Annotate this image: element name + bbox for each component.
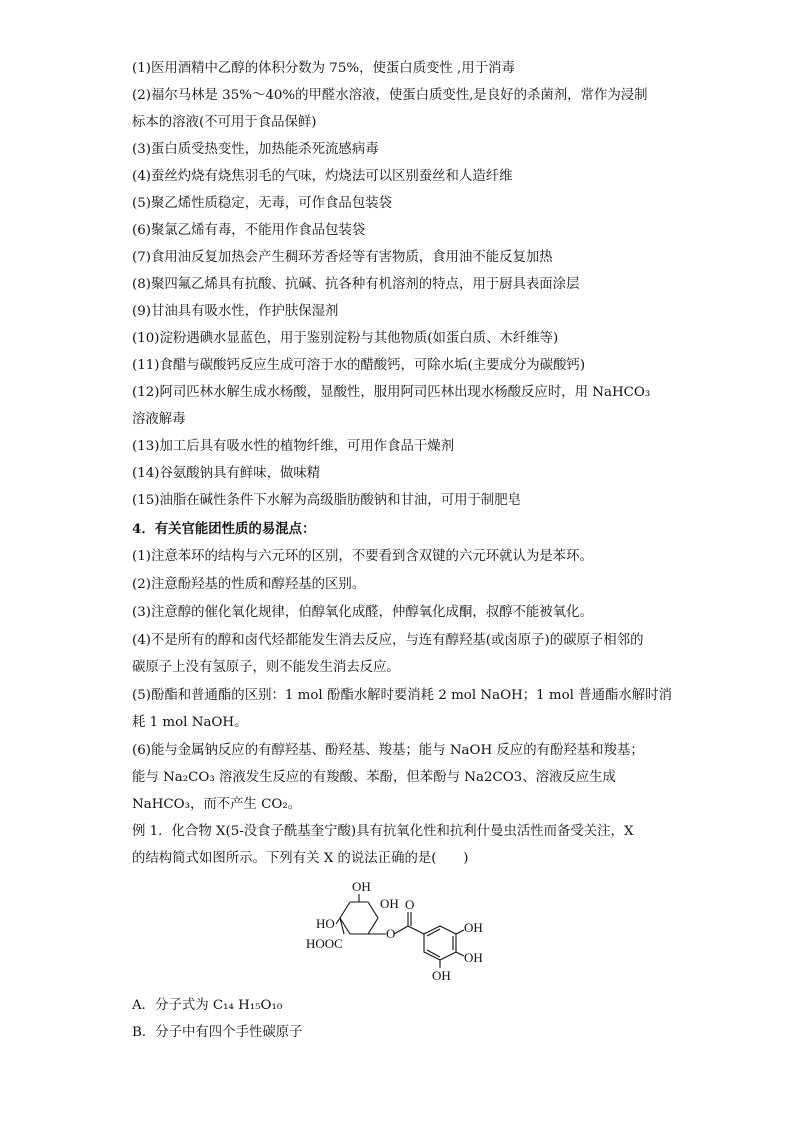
structural-formula-diagram	[300, 876, 500, 988]
text-line: 能与 Na₂CO₃ 溶液发生反应的有羧酸、苯酚，但苯酚与 Na2CO3、溶液反应生成	[132, 770, 616, 785]
phenol-oh-label-3: OH	[432, 968, 451, 983]
option-b: B．分子中有四个手性碳原子	[132, 1025, 303, 1040]
text-line: 例 1．化合物 X(5-没食子酰基奎宁酸)具有抗氧化性和抗利什曼虫活性而备受关注，X	[132, 824, 634, 839]
text-line: (15)油脂在碱性条件下水解为高级脂肪酸钠和甘油，可用于制肥皂	[132, 493, 522, 508]
phenol-oh-label-1: OH	[464, 920, 483, 935]
oh-label-top: OH	[352, 879, 371, 894]
text-line: (4)不是所有的醇和卤代烃都能发生消去反应，与连有醇羟基(或卤原子)的碳原子相邻的	[132, 633, 644, 648]
text-line: (6)能与金属钠反应的有醇羟基、酚羟基、羧基；能与 NaOH 反应的有酚羟基和羧基；	[132, 743, 644, 758]
hooc-label: HOOC	[306, 936, 343, 951]
text-line: (13)加工后具有吸水性的植物纤维，可用作食品干燥剂	[132, 439, 455, 454]
molecule-svg	[300, 876, 500, 988]
text-line: 碳原子上没有氢原子，则不能发生消去反应。	[132, 660, 400, 675]
oh-label-ring: OH	[380, 896, 399, 911]
carbonyl-o-label: O	[405, 897, 415, 912]
section-heading: 4．有关官能团性质的易混点：	[132, 521, 316, 537]
text-line: (6)聚氯乙烯有毒，不能用作食品包装袋	[132, 223, 366, 238]
phenol-oh-label-2: OH	[464, 950, 483, 965]
text-line: (14)谷氨酸钠具有鲜味，做味精	[132, 466, 321, 481]
text-line: (2)福尔马林是 35%～40%的甲醛水溶液，使蛋白质变性,是良好的杀菌剂，常作为浸制	[132, 88, 648, 103]
text-line: (7)食用油反复加热会产生稠环芳香烃等有害物质，食用油不能反复加热	[132, 250, 553, 265]
text-line: (1)注意苯环的结构与六元环的区别，不要看到含双键的六元环就认为是苯环。	[132, 549, 593, 564]
text-line: (11)食醋与碳酸钙反应生成可溶于水的醋酸钙，可除水垢(主要成分为碳酸钙)	[132, 358, 586, 373]
text-line: (4)蚕丝灼烧有烧焦羽毛的气味，灼烧法可以区别蚕丝和人造纤维	[132, 169, 513, 184]
option-a: A．分子式为 C₁₄ H₁₅O₁₀	[132, 998, 283, 1013]
text-line: (8)聚四氟乙烯具有抗酸、抗碱、抗各种有机溶剂的特点，用于厨具表面涂层	[132, 277, 580, 292]
text-line: 耗 1 mol NaOH。	[132, 715, 248, 730]
ho-label: HO	[316, 916, 335, 931]
text-line: NaHCO₃，而不产生 CO₂。	[132, 797, 302, 812]
text-line: (3)蛋白质受热变性，加热能杀死流感病毒	[132, 142, 379, 157]
text-line: (1)医用酒精中乙醇的体积分数为 75%，使蛋白质变性 ,用于消毒	[132, 61, 515, 76]
text-line: (5)聚乙烯性质稳定，无毒，可作食品包装袋	[132, 196, 392, 211]
text-line: (10)淀粉遇碘水显蓝色，用于鉴别淀粉与其他物质(如蛋白质、木纤维等)	[132, 331, 559, 346]
text-line: (2)注意酚羟基的性质和醇羟基的区别。	[132, 577, 366, 592]
text-line: 标本的溶液(不可用于食品保鲜)	[132, 115, 317, 130]
text-line: 的结构简式如图所示。下列有关 X 的说法正确的是( )	[132, 851, 469, 866]
text-line: (12)阿司匹林水解生成水杨酸，显酸性，服用阿司匹林出现水杨酸反应时，用 NaHCO₃	[132, 385, 651, 400]
text-line: (5)酚酯和普通酯的区别：1 mol 酚酯水解时要消耗 2 mol NaOH；1 mol 普通酯水解时消	[132, 688, 672, 703]
text-line: (3)注意醇的催化氧化规律，伯醇氧化成醛，仲醇氧化成酮，叔醇不能被氧化。	[132, 605, 593, 620]
text-line: (9)甘油具有吸水性，作护肤保湿剂	[132, 304, 339, 319]
ester-o-label: O	[386, 926, 396, 941]
text-line: 溶液解毒	[132, 412, 186, 427]
